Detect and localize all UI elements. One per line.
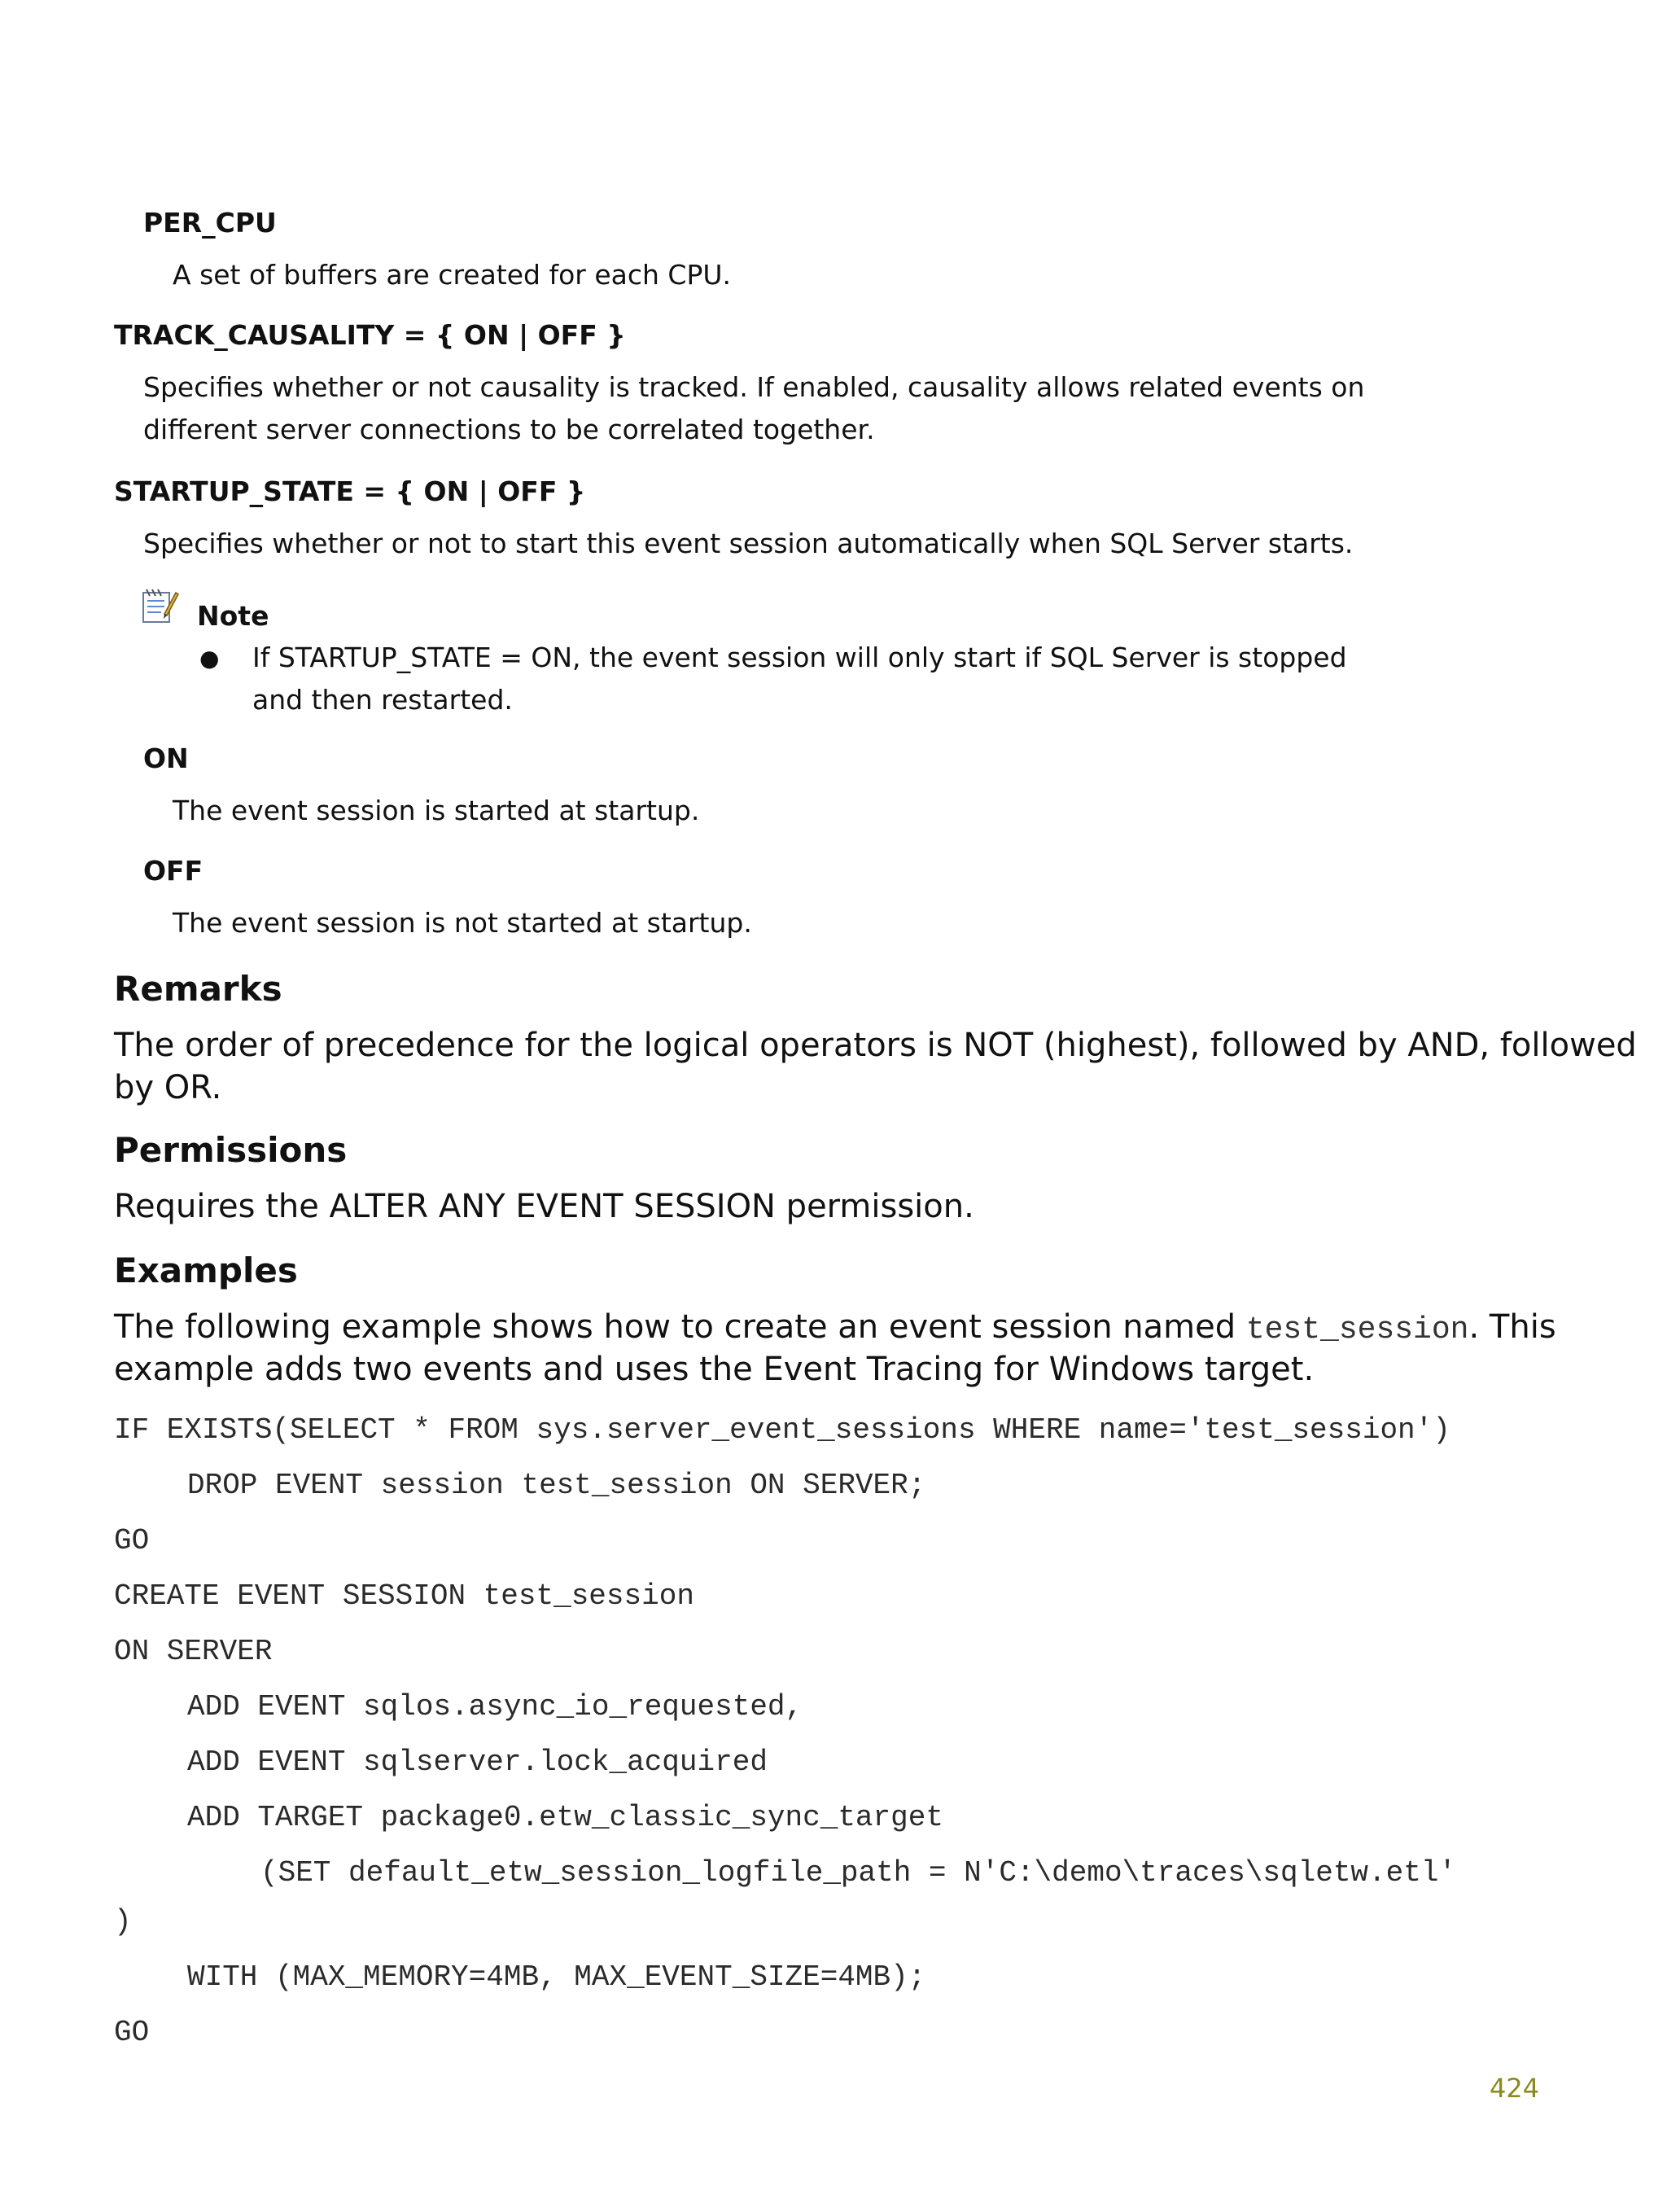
remarks-heading: Remarks bbox=[114, 969, 282, 1009]
off-option-label: OFF bbox=[143, 855, 203, 887]
note-bullet-line1: If STARTUP_STATE = ON, the event session will only start if SQL Server is stopped bbox=[252, 642, 1347, 673]
code-line: DROP EVENT session test_session ON SERVER; bbox=[187, 1469, 926, 1502]
permissions-text: Requires the ALTER ANY EVENT SESSION permission. bbox=[114, 1188, 974, 1225]
code-line: GO bbox=[114, 2016, 150, 2049]
track-causality-label: TRACK_CAUSALITY = { ON | OFF } bbox=[114, 319, 626, 351]
inline-code-test-session: test_session bbox=[1245, 1312, 1469, 1347]
examples-intro-text: The following example shows how to create an event session named bbox=[114, 1308, 1246, 1346]
per-cpu-description: A set of buffers are created for each CPU. bbox=[173, 259, 732, 291]
examples-heading: Examples bbox=[114, 1251, 298, 1290]
code-line: IF EXISTS(SELECT * FROM sys.server_event_sessions WHERE name='test_session') bbox=[114, 1413, 1450, 1447]
code-line: GO bbox=[114, 1524, 150, 1557]
code-line: CREATE EVENT SESSION test_session bbox=[114, 1579, 694, 1613]
permissions-heading: Permissions bbox=[114, 1130, 348, 1170]
examples-intro-line1 bbox=[114, 1306, 1556, 1351]
off-option-description: The event session is not started at startup. bbox=[173, 907, 752, 939]
code-line: ADD EVENT sqlos.async_io_requested, bbox=[187, 1690, 803, 1724]
code-line: WITH (MAX_MEMORY=4MB, MAX_EVENT_SIZE=4MB); bbox=[187, 1960, 926, 1994]
note-pad-icon bbox=[140, 586, 179, 625]
per-cpu-label: PER_CPU bbox=[143, 207, 277, 239]
remarks-text-line2: by OR. bbox=[114, 1069, 222, 1106]
code-line: (SET default_etw_session_logfile_path = N'C:\demo\traces\sqletw.etl' bbox=[260, 1856, 1457, 1890]
on-option-label: ON bbox=[143, 742, 189, 774]
note-title: Note bbox=[197, 600, 269, 632]
page-number: 424 bbox=[1490, 2073, 1540, 2104]
startup-state-label: STARTUP_STATE = { ON | OFF } bbox=[114, 475, 586, 507]
track-causality-description-line2: different server connections to be correlated together. bbox=[143, 414, 875, 445]
note-bullet-line2: and then restarted. bbox=[252, 684, 513, 716]
note-bullet-marker: ● bbox=[199, 645, 220, 672]
examples-intro-text-end: . This bbox=[1468, 1308, 1556, 1346]
examples-intro-line2: example adds two events and uses the Event Tracing for Windows target. bbox=[114, 1351, 1315, 1388]
code-line: ADD TARGET package0.etw_classic_sync_target bbox=[187, 1801, 943, 1834]
code-line: ) bbox=[114, 1905, 132, 1938]
remarks-text-line1: The order of precedence for the logical operators is NOT (highest), followed by AND, followed bbox=[114, 1027, 1637, 1064]
startup-state-description: Specifies whether or not to start this event session automatically when SQL Server starts. bbox=[143, 528, 1354, 559]
code-line: ADD EVENT sqlserver.lock_acquired bbox=[187, 1746, 768, 1779]
track-causality-description-line1: Specifies whether or not causality is tracked. If enabled, causality allows related events on bbox=[143, 371, 1365, 403]
code-line: ON SERVER bbox=[114, 1635, 273, 1668]
on-option-description: The event session is started at startup. bbox=[173, 795, 700, 826]
